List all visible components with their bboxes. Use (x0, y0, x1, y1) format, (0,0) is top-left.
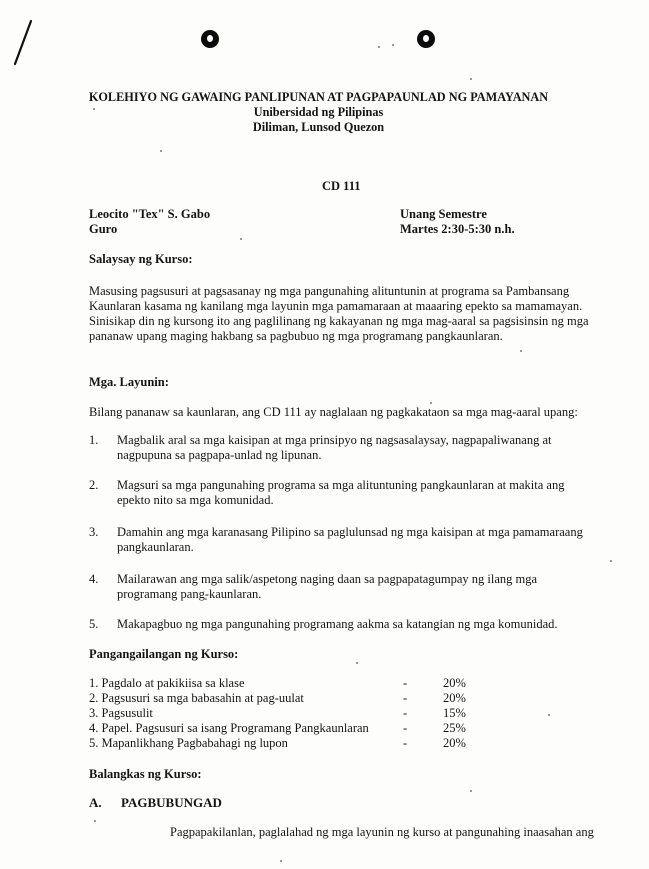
pen-stroke-mark (12, 18, 34, 68)
description-line: pananaw upang maging hakbang sa pagbubuo ng mga programang pangkaunlaran. (89, 329, 503, 343)
objective-number: 2. (89, 478, 99, 492)
objective-text: programang pang-kaunlaran. (117, 587, 262, 601)
requirement-dash: - (403, 736, 408, 750)
instructor-role: Guro (89, 222, 118, 236)
objective-text: Magsuri sa mga pangunahing programa sa mga alituntuning pangkaunlaran at makita ang (117, 478, 565, 492)
instructor-name: Leocito "Tex" S. Gabo (89, 207, 211, 221)
requirement-value: 20% (443, 736, 466, 750)
requirement-value: 15% (443, 706, 466, 720)
objectives-intro: Bilang pananaw sa kaunlaran, ang CD 111 ay naglalaan ng pagkakataon sa mga mag-aaral upang: (89, 405, 578, 419)
requirement-label: 4. Papel. Pagsusuri sa isang Programang Pangkaunlaran (89, 721, 369, 735)
description-line: Sinisikap din ng kursong ito ang paglilinang ng kakayanan ng mga mag-aaral sa pagsisinsin ng mga (89, 314, 589, 328)
requirement-dash: - (403, 706, 408, 720)
requirements-heading: Pangangailangan ng Kurso: (89, 647, 239, 661)
objective-text: pangkaunlaran. (117, 540, 194, 554)
objective-text: Damahin ang mga karanasang Pilipino sa paglulunsad ng mga kaisipan at mga pamamaraang (117, 525, 583, 539)
objective-text: epekto nito sa mga komunidad. (117, 493, 274, 507)
outline-heading: Balangkas ng Kurso: (89, 767, 202, 781)
requirement-label: 1. Pagdalo at pakikiisa sa klase (89, 676, 245, 690)
outline-section-letter: A. (89, 795, 102, 810)
description-line: Kaunlaran kasama ng kanilang mga layunin mga pamamaraan at maaaring epekto sa mamamayan. (89, 299, 583, 313)
objective-text: Magbalik aral sa mga kaisipan at mga prinsipyo ng nagsasalaysay, nagpapaliwanang at (117, 433, 552, 447)
description-line: Masusing pagsusuri at pagsasanay ng mga pangunahing alituntunin at programa sa Pambansang (89, 284, 570, 298)
punch-hole-left (201, 30, 219, 48)
requirement-dash: - (403, 691, 408, 705)
objectives-heading: Mga. Layunin: (89, 375, 169, 389)
outline-first-line: Pagpapakilanlan, paglalahad ng mga layunin ng kurso at pangunahing inaasahan ang (170, 825, 594, 839)
semester: Unang Semestre (400, 207, 487, 221)
university-name: Unibersidad ng Pilipinas (253, 105, 384, 119)
requirement-value: 20% (443, 676, 466, 690)
description-heading: Salaysay ng Kurso: (89, 252, 193, 266)
class-schedule: Martes 2:30-5:30 n.h. (400, 222, 515, 236)
requirement-dash: - (403, 721, 408, 735)
college-name: KOLEHIYO NG GAWAING PANLIPUNAN AT PAGPAPAUNLAD NG PAMAYANAN (88, 90, 549, 104)
requirement-label: 2. Pagsusuri sa mga babasahin at pag-uulat (89, 691, 304, 705)
outline-section-title: PAGBUBUNGAD (121, 795, 222, 810)
objective-number: 5. (89, 617, 99, 631)
objective-number: 1. (89, 433, 99, 447)
objective-text: Mailarawan ang mga salik/aspetong naging daan sa pagpapatagumpay ng ilang mga (117, 572, 538, 586)
requirement-dash: - (403, 676, 408, 690)
objective-text: nagpupuna sa pagpapa-unlad ng lipunan. (117, 448, 322, 462)
requirement-value: 25% (443, 721, 466, 735)
requirement-value: 20% (443, 691, 466, 705)
objective-text: Makapagbuo ng mga pangunahing programang aakma sa katangian ng mga komunidad. (117, 617, 558, 631)
objective-number: 4. (89, 572, 99, 586)
objective-number: 3. (89, 525, 99, 539)
requirement-label: 3. Pagsusulit (89, 706, 153, 720)
punch-hole-right (417, 30, 435, 48)
university-location: Diliman, Lunsod Quezon (252, 120, 385, 134)
requirement-label: 5. Mapanlikhang Pagbabahagi ng lupon (89, 736, 288, 750)
course-code: CD 111 (322, 179, 361, 193)
